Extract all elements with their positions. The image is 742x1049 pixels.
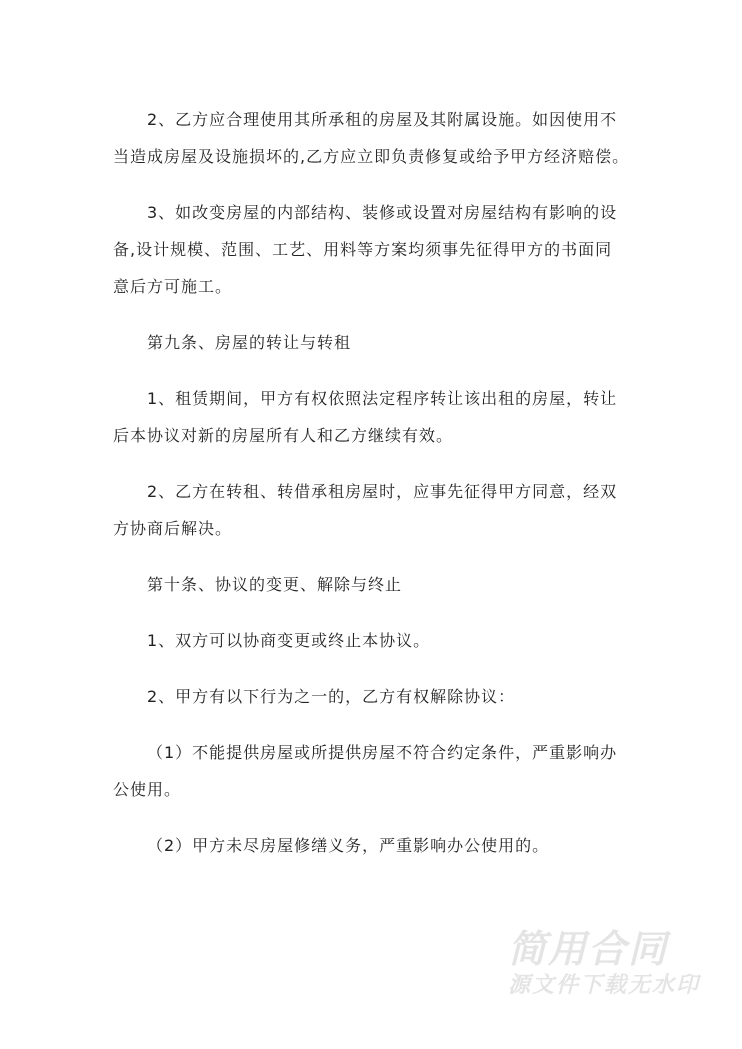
paragraph (113, 566, 653, 603)
paragraph-line: 1、租赁期间，甲方有权依照法定程序转让该出租的房屋，转让 (147, 389, 618, 408)
paragraph (113, 101, 653, 175)
paragraph-line: （1）不能提供房屋或所提供房屋不符合约定条件，严重影响办 (147, 743, 618, 762)
paragraph (113, 324, 653, 361)
paragraph-line: 2、甲方有以下行为之一的，乙方有权解除协议： (147, 687, 516, 706)
paragraph-line: 意后方可施工。 (113, 277, 233, 296)
paragraph-line: 2、乙方应合理使用其所承租的房屋及其附属设施。如因使用不 (147, 110, 618, 129)
paragraph (113, 380, 653, 454)
paragraph-line: 2、乙方在转租、转借承租房屋时，应事先征得甲方同意，经双 (147, 482, 618, 501)
paragraph-line: 后本协议对新的房屋所有人和乙方继续有效。 (113, 426, 454, 445)
paragraph (113, 194, 653, 305)
watermark-subtitle: 源文件下载无水印 (508, 973, 701, 998)
paragraph (113, 622, 653, 659)
watermark-title: 简用合同 (508, 927, 669, 971)
paragraph-line: 第十条、协议的变更、解除与终止 (147, 575, 403, 594)
paragraph-line: 当造成房屋及设施损坏的,乙方应立即负责修复或给予甲方经济赔偿。 (113, 147, 630, 166)
paragraph (113, 827, 653, 864)
paragraph-line: 第九条、房屋的转让与转租 (147, 333, 352, 352)
paragraph (113, 734, 653, 808)
paragraph-line: 备,设计规模、范围、工艺、用料等方案均须事先征得甲方的书面同 (113, 240, 613, 259)
paragraph-line: 3、如改变房屋的内部结构、装修或设置对房屋结构有影响的设 (147, 203, 618, 222)
paragraph-line: 1、双方可以协商变更或终止本协议。 (147, 631, 431, 650)
document-body (113, 101, 653, 883)
paragraph-line: 方协商后解决。 (113, 519, 233, 538)
paragraph (113, 678, 653, 715)
paragraph-line: 公使用。 (113, 780, 182, 799)
paragraph-line: （2）甲方未尽房屋修缮义务，严重影响办公使用的。 (147, 836, 550, 855)
paragraph (113, 473, 653, 547)
